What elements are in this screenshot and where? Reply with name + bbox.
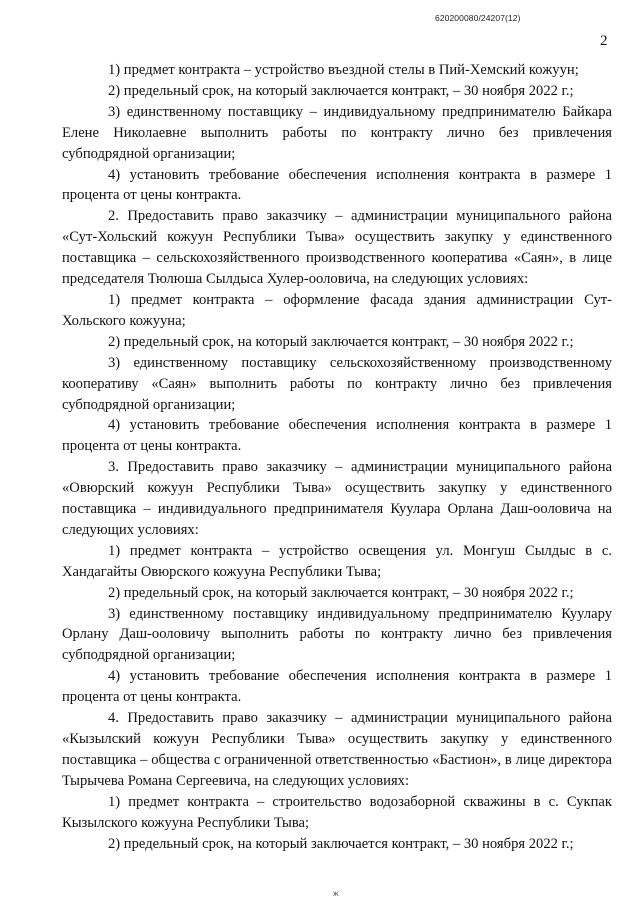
paragraph: 4) установить требование обеспечения исполнения контракта в размере 1 процента от цены контракта. [62, 417, 612, 455]
paragraph: 2) предельный срок, на который заключается контракт, – 30 ноября 2022 г.; [108, 82, 574, 99]
footer-mark: Ж [333, 892, 339, 898]
paragraph: 2. Предоставить право заказчику – администрации муниципального района «Сут-Хольский кожуун Республики Тыва» осуществить закупку у единственного поставщика – сельскохозяйственного производственного кооператива «Саян», в лице председателя Тюлюша Сылдыса Хулер-ооловича, на следующих условиях: [62, 208, 612, 288]
paragraph: 3) единственному поставщику сельскохозяйственному производственному кооперативу «Саян» выполнить работы по контракту лично без привлечения субподрядной организации; [62, 354, 612, 413]
paragraph: 4) установить требование обеспечения исполнения контракта в размере 1 процента от цены контракта. [62, 668, 612, 706]
paragraph: 3. Предоставить право заказчику – администрации муниципального района «Овюрский кожуун Республики Тыва» осуществить закупку у единственного поставщика – индивидуального предпринимателя Куулара Орлана Даш-ооловича на следующих условиях: [62, 459, 612, 538]
paragraph: 4. Предоставить право заказчику – администрации муниципального района «Кызылский кожуун Республики Тыва» осуществить закупку у единственного поставщика – общества с ограниченной ответственностью «Бастион», в лице директора Тырычева Романа Сергеевича, на следующих условиях: [62, 710, 612, 789]
paragraph: 1) предмет контракта – строительство водозаборной скважины в с. Сукпак Кызылского кожууна Республики Тыва; [62, 793, 612, 831]
paragraph: 2) предельный срок, на который заключается контракт, – 30 ноября 2022 г.; [108, 835, 574, 852]
paragraph: 3) единственному поставщику – индивидуальному предпринимателю Байкара Елене Николаевне выполнить работы по контракту лично без привлечения субподрядной организации; [62, 103, 612, 162]
paragraph: 2) предельный срок, на который заключается контракт, – 30 ноября 2022 г.; [108, 333, 574, 350]
document-code: 620200080/24207(12) [435, 13, 521, 23]
page-number: 2 [600, 33, 608, 49]
paragraph: 1) предмет контракта – устройство освещения ул. Монгуш Сылдыс в с. Хандагайты Овюрского кожууна Республики Тыва; [62, 542, 612, 580]
paragraph: 2) предельный срок, на который заключается контракт, – 30 ноября 2022 г.; [108, 584, 574, 601]
document-body [62, 60, 612, 854]
paragraph: 1) предмет контракта – устройство въездной стелы в Пий-Хемский кожуун; [108, 62, 579, 78]
paragraph: 3) единственному поставщику индивидуальному предпринимателю Куулару Орлану Даш-ооловичу выполнить работы по контракту лично без привлечения субподрядной организации; [62, 605, 612, 664]
paragraph: 1) предмет контракта – оформление фасада здания администрации Сут-Хольского кожууна; [62, 291, 612, 329]
paragraph: 4) установить требование обеспечения исполнения контракта в размере 1 процента от цены контракта. [62, 166, 612, 204]
